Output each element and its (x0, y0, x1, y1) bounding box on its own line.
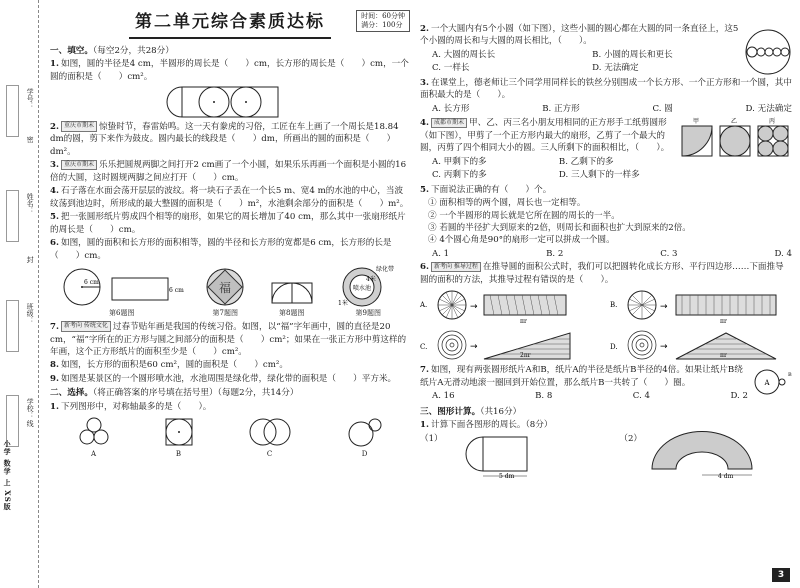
s2-q7-opt-d[interactable]: D. 2 (730, 391, 748, 402)
s2-q4-opt-b[interactable]: B. 乙剩下的多 (558, 156, 614, 167)
two-overlapping-circles-shape (246, 416, 294, 448)
fountain-greenbelt (338, 265, 398, 307)
s2-q2-opt-d[interactable]: D. 无法确定 (592, 63, 639, 74)
fig6-width-label: 6 cm (168, 286, 184, 294)
s1-q7: 7. 新考向 传统文化 过春节贴年画是我国的传统习俗。如图，以“福”字年画中，圆的直径是20 cm，“福”字所在的正方形与圆之间部分的面积是（ ）cm²；如果在一张正方形中剪这样的年画，这个正方形纸片的面积至少是（ ）cm²。 (50, 322, 407, 358)
q6-label-b: B. (610, 301, 618, 310)
section-1-title: 一、填空。 (50, 45, 93, 56)
s2-q5-opt-d[interactable]: D. 4 (774, 248, 792, 259)
fig6-radius-label: 6 cm (83, 278, 99, 286)
big-and-small-circle-shape (345, 416, 385, 448)
s2-q6: 6. 新考向 推导过程 在推导圆的面积公式时，我们可以把圆转化成长方形、平行四边形……下面推导圆的面积的方法，其推导过程有错误的是（ ）。 (420, 262, 784, 285)
s2-q5-text: 下面说法正确的有（ ）个。 (430, 184, 552, 195)
section-2-head (50, 387, 410, 399)
statement-1: ① 面积相等的两个圆，周长也一定相等。 (428, 198, 586, 209)
s2-q6-tag: 新考向 推导过程 (431, 262, 481, 273)
page-number: 3 (772, 568, 790, 582)
s2-q7-text: 如图，现有两张圆形纸片A和B，纸片A的半径是纸片B半径的4倍。如果让纸片B绕纸片A无滑动地滚一圈回到开始位置，那么纸片B一共转了（ ）圈。 (420, 365, 743, 388)
s2-q3-text: 在课堂上，德老师让三个同学用同样长的铁丝分别围成一个长方形、一个正方形和一个圆，其中面积最大的是（ ）。 (420, 78, 792, 101)
s1-q1: 1. 如图，圆的半径是4 cm，半圆形的周长是（ ）cm，长方形的周长是（ ）cm，一个圆的面积是（ ）cm²。 (50, 59, 409, 82)
seal-mark-xian: 线 (26, 420, 35, 427)
five-small-circles-figure (744, 28, 792, 76)
s2-q7-block (420, 363, 792, 403)
semicircle-in-rectangle (269, 267, 315, 307)
radius-4m-label: 4米 (366, 275, 377, 283)
fig-6 (62, 267, 182, 318)
q6-label-d: D. (610, 343, 618, 352)
s2-q4-tag: 成都市期末 (431, 118, 467, 129)
jia-yi-bing-paper-figure (680, 116, 792, 168)
student-id-box[interactable] (6, 85, 19, 137)
q6-d-pir: πr (720, 352, 727, 360)
s3-q1-text: 计算下面各图形的周长。（8分） (430, 420, 553, 431)
s2-q6-text: 在推导圆的面积公式时，我们可以把圆转化成长方形、平行四边形……下面推导圆的面积的方法，其推导过程有错误的是（ ）。 (420, 262, 784, 285)
left-column (50, 10, 410, 462)
s2-q4-opt-c[interactable]: C. 丙剩下的多 (432, 170, 487, 181)
class-box[interactable] (6, 300, 19, 352)
class-label: 班级： (26, 303, 35, 324)
section-1-head (50, 45, 410, 57)
s1-q2-tag: 重庆市期末 (61, 121, 97, 132)
s3-fig-1 (420, 433, 553, 479)
s2-q2-options-2 (432, 62, 740, 74)
s1-q1-figure (50, 86, 410, 118)
s3-q1: 1. 计算下面各图形的周长。（8分） (420, 420, 553, 431)
fig-9 (338, 265, 398, 318)
fig-9-caption: 第9题图 (355, 308, 381, 317)
fig-label-yi: 乙 (730, 118, 738, 126)
fig-label-jia: 甲 (692, 118, 700, 126)
s1-q2: 2. 重庆市期末 惊蛰时节，春雷始鸣。这一天有豢虎的习俗，工匠在车上画了一个周长是18.84 dm的圆，剪下来作为鼓皮。圆内最长的线段是（ ）dm，所画出的圆的面积是（ ）dm²。 (50, 122, 399, 157)
s2-q5: 5. 下面说法正确的有（ ）个。 (420, 184, 552, 195)
arrow-c: → (470, 342, 478, 353)
q6-label-a: A. (420, 301, 428, 310)
s2-q3-options (432, 103, 792, 115)
s2-q3-opt-c[interactable]: C. 圆 (652, 103, 673, 114)
circle-in-square-shape (163, 416, 195, 448)
s2-q2-text: 一个大圆内有5个小圆（如下图），这些小圆的圆心都在大圆的同一条直径上，这5个小圆的周长和与大圆的周长相比，（ ）。 (420, 24, 739, 47)
s1-q3-text: 乐乐把圆规两脚之间打开2 cm画了一个小圆，如果乐乐再画一个面积是小圆的16倍的大圆，这时圆规两脚之间应打开（ ）cm。 (50, 160, 407, 183)
fig-7 (205, 267, 245, 318)
paper-a-label: A (764, 379, 770, 388)
s2-q2: 2. 一个大圆内有5个小圆（如下图），这些小圆的圆心都在大圆的同一条直径上，这5个小圆的周长和与大圆的周长相比，（ ）。 (420, 24, 739, 47)
title-row (50, 10, 410, 39)
s2-q3-opt-a[interactable]: A. 长方形 (432, 103, 470, 114)
s2-q2-options (432, 49, 740, 61)
s2-q7-opt-b[interactable]: B. 8 (535, 391, 553, 402)
circle-and-rectangle (62, 267, 182, 307)
s2-q4-block (420, 116, 792, 182)
fig-label-bing: 丙 (768, 118, 776, 126)
edge-words: 小学 数学 上 XS版 (3, 440, 13, 511)
width-1m-label: 1米 (338, 299, 349, 307)
s1-q6-text: 如图，圆的面积和长方形的面积相等，圆的半径和长方形的宽都是6 cm，长方形的长是（ ）cm。 (50, 238, 392, 261)
greenbelt-label: 绿化带 (376, 265, 395, 273)
option-b-letter: B (175, 450, 182, 459)
s2-q1-text: 下列图形中，对称轴最多的是（ ）。 (60, 401, 212, 412)
fountain-label: 喷水池 (353, 284, 372, 292)
s3-fig-2 (619, 433, 762, 479)
s2-q4-opt-a[interactable]: A. 甲剩下的多 (432, 156, 487, 167)
s2-q4-options-2 (432, 169, 676, 181)
s1-q3: 3. 重庆市期末 乐乐把圆规两脚之间打开2 cm画了一个小圆，如果乐乐再画一个面积是小圆的16倍的大圆，这时圆规两脚之间应打开（ ）cm。 (50, 160, 407, 183)
seal-mark-feng: 封 (26, 256, 35, 263)
s2-q5-opt-a[interactable]: A. 1 (432, 248, 450, 259)
fig-6-caption: 第6题图 (109, 308, 135, 317)
option-c-figure[interactable] (246, 416, 294, 459)
fig-8 (269, 267, 315, 318)
q6-c-2pir: 2πr (520, 352, 531, 360)
s1-q1-text: 如图，圆的半径是4 cm，半圆形的周长是（ ）cm，长方形的周长是（ ）cm，一个圆的面积是（ ）cm²。 (50, 59, 409, 82)
section-2-note: （将正确答案的序号填在括号里）（每题2分，共14分） (92, 388, 299, 399)
cut-line (38, 0, 39, 588)
s2-q4-text: 甲、乙、丙三名小朋友用相同的正方形手工纸剪圆形（如下图），甲剪了一个正方形内最大的扇形，乙剪了一个最大的圆，丙剪了四个相同大小的圆。三人所剩下的面积相比，（ ）。 (420, 118, 670, 154)
option-b-figure[interactable] (163, 416, 195, 459)
s3-part-2-label: （2） (619, 433, 642, 444)
right-column (420, 22, 792, 479)
paper-a-b-figure (752, 367, 792, 397)
s1-q8: 8. 如图，长方形的面积是60 cm²，圆的面积是（ ）cm²。 (50, 360, 288, 371)
s1-q5: 5. 把一张圆形纸片剪成四个相等的扇形，如果它的周长增加了40 cm，那么其中一张扇形纸片的周长是（ ）cm。 (50, 212, 406, 235)
s1-q4: 4. 石子落在水面会荡开层层的波纹。将一块石子丢在一个长5 m、宽4 m的水池的中心，当波纹荡到池边时，所形成的最大整圆的面积是（ ）m²，水池剩余部分的面积是（ ）m²。 (50, 186, 409, 209)
s2-q3: 3. 在课堂上，德老师让三个同学用同样长的铁丝分别围成一个长方形、一个正方形和一个圆，其中面积最大的是（ ）。 (420, 78, 792, 101)
name-label: 姓名： (26, 193, 35, 214)
time-score-box (356, 10, 410, 32)
section-3-note: （共16分） (480, 406, 522, 417)
semicircle-rectangle-figure (443, 433, 553, 479)
q6-b-pir: πr (720, 318, 727, 326)
semicircle-ring-figure (642, 433, 762, 479)
s3-part-1-label: （1） (420, 433, 443, 444)
s1-figures-6-9 (50, 265, 410, 318)
s2-q4-opt-d[interactable]: D. 三人剩下的一样多 (558, 170, 640, 181)
option-c-letter: C (266, 450, 273, 459)
s1-q7-tag: 新考向 传统文化 (61, 321, 111, 332)
fig-7-caption: 第7题图 (212, 308, 238, 317)
dim-4dm-label: 4 dm (718, 472, 734, 480)
q6-label-c: C. (420, 343, 428, 352)
section-1-note: （每空2分，共28分） (92, 45, 174, 56)
s2-q2-block (420, 22, 792, 76)
option-d-figure[interactable] (345, 416, 385, 459)
s2-q7-options (432, 390, 748, 402)
s2-q4-options (432, 156, 676, 168)
s2-q2-opt-c[interactable]: C. 一样长 (432, 63, 470, 74)
option-d-letter: D (361, 450, 368, 459)
rect-with-circles-figure (180, 86, 280, 118)
binding-margin (0, 0, 26, 588)
statement-4: ④ 4个圆心角是90°的扇形一定可以拼成一个圆。 (428, 235, 615, 246)
s1-q4-text: 石子落在水面会荡开层层的波纹。将一块石子丢在一个长5 m、宽4 m的水池的中心，当波纹荡到池边时，所形成的最大整圆的面积是（ ）m²，水池剩余部分的面积是（ ）m²。 (50, 186, 409, 209)
s2-q1: 1. 下列图形中，对称轴最多的是（ ）。 (50, 401, 212, 412)
s1-q8-text: 如图，长方形的面积是60 cm²，圆的面积是（ ）cm²。 (60, 360, 288, 371)
s2-q3-opt-b[interactable]: B. 正方形 (542, 103, 580, 114)
option-a-letter: A (90, 450, 97, 459)
s1-q2-text: 惊蛰时节，春雷始鸣。这一天有豢虎的习俗，工匠在车上画了一个周长是18.84 dm的圆，剪下来作为鼓皮。圆内最长的线段是（ ）dm，所画出的圆的面积是（ ）dm²。 (50, 122, 399, 157)
fu-character: 福 (219, 280, 232, 295)
s2-q7-opt-a[interactable]: A. 16 (432, 391, 455, 402)
section-2-title: 二、选择。 (50, 388, 93, 399)
s2-q3-opt-d[interactable]: D. 无法确定 (745, 103, 792, 114)
three-circles-shape (76, 416, 112, 448)
section-3-head (420, 406, 792, 418)
s2-q5-options (432, 248, 792, 260)
s1-q9: 9. 如图是某景区的一个圆形喷水池，水池周围是绿化带，绿化带的面积是（ ）平方米。 (50, 373, 397, 384)
s2-q7-opt-c[interactable]: C. 4 (632, 391, 650, 402)
school-label: 学校： (26, 398, 35, 419)
s1-q9-text: 如图是某景区的一个圆形喷水池，水池周围是绿化带，绿化带的面积是（ ）平方米。 (60, 373, 397, 384)
page-title: 第二单元综合素质达标 (129, 10, 331, 39)
option-a-figure[interactable] (76, 416, 112, 459)
time-limit: 时间：60分钟 (361, 12, 405, 20)
s2-q2-opt-a[interactable]: A. 大圆的周长长 (432, 49, 496, 60)
q6-a-pir: πr (520, 318, 527, 326)
s2-q7: 7. 如图，现有两张圆形纸片A和B，纸片A的半径是纸片B半径的4倍。如果让纸片B绕纸片A无滑动地滚一圈回到开始位置，那么纸片B一共转了（ ）圈。 (420, 365, 743, 388)
fu-new-year-picture (205, 267, 245, 307)
s2-q1-options (50, 416, 410, 459)
s1-q5-text: 把一张圆形纸片剪成四个相等的扇形，如果它的周长增加了40 cm，那么其中一张扇形纸片的周长是（ ）cm。 (50, 212, 406, 235)
s2-q2-opt-b[interactable]: B. 小圆的周长和更长 (592, 49, 673, 60)
arrow-a: → (470, 302, 478, 313)
dim-5dm-label: 5 dm (498, 472, 514, 480)
fig-8-caption: 第8题图 (279, 308, 305, 317)
statement-3: ③ 若圆的半径扩大到原来的2倍，则周长和面积也扩大到原来的2倍。 (428, 222, 691, 233)
s3-figures (420, 433, 792, 479)
seal-mark-mi: 密 (26, 136, 35, 143)
s2-q5-statements (428, 197, 792, 247)
full-score: 满分：100分 (361, 21, 403, 30)
s1-q7-text: 过春节贴年画是我国的传统习俗。如图，以“福”字年画中，圆的直径是20 cm，“福”字所在的正方形与圆之间部分的面积是（ ）cm²；如果在一张正方形中剪这样的年画，这个正方形纸片的面积至少是（ ）cm²。 (50, 322, 407, 358)
paper-b-label: B (788, 372, 792, 379)
s1-q6: 6. 如图，圆的面积和长方形的面积相等，圆的半径和长方形的宽都是6 cm，长方形的长是（ ）cm。 (50, 238, 392, 261)
s1-q3-tag: 重庆市期末 (61, 160, 97, 171)
name-box[interactable] (6, 190, 19, 242)
area-derivation-figures (420, 287, 792, 363)
student-id-label: 学号： (26, 88, 35, 109)
section-3-title: 三、图形计算。 (420, 406, 481, 417)
s2-q5-opt-b[interactable]: B. 2 (546, 248, 564, 259)
statement-2: ② 一个半圆形的周长就是它所在圆的周长的一半。 (428, 210, 620, 221)
s2-q4: 4. 成都市期末 甲、乙、丙三名小朋友用相同的正方形手工纸剪圆形（如下图），甲剪了一个正方形内最大的扇形，乙剪了一个最大的圆，丙剪了四个相同大小的圆。三人所剩下的面积相比，（ ）。 (420, 118, 670, 154)
s2-q5-opt-c[interactable]: C. 3 (660, 248, 678, 259)
arrow-b: → (660, 302, 668, 313)
arrow-d: → (660, 342, 668, 353)
